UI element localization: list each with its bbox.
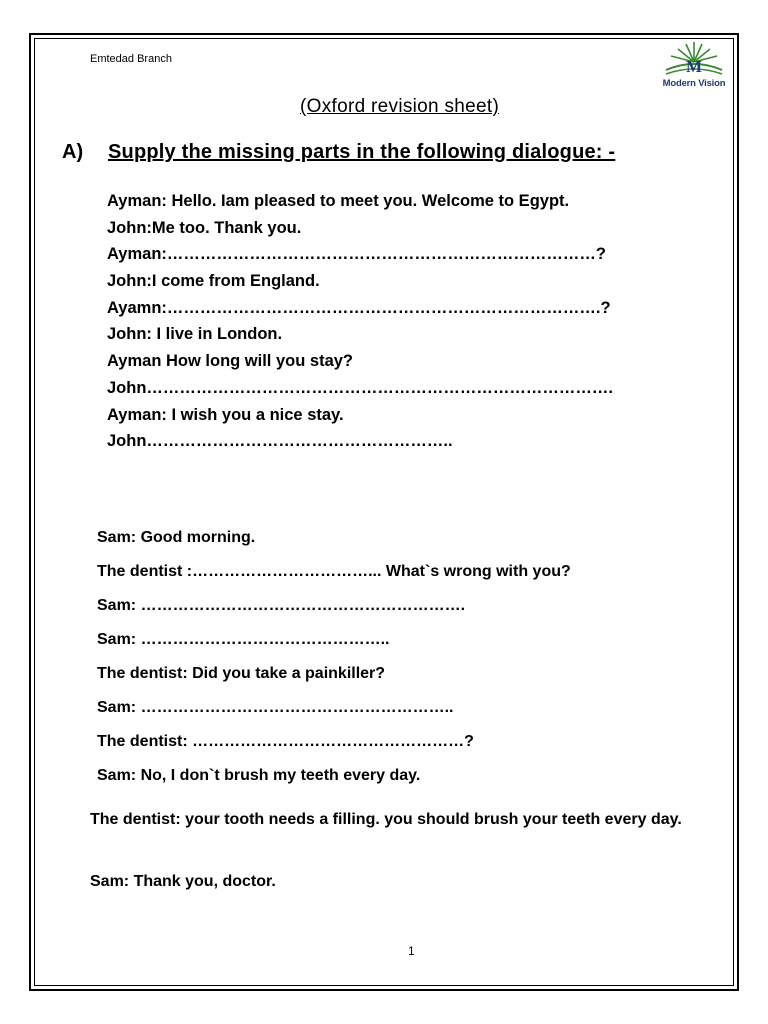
dialogue-line: The dentist :……………………………... What`s wrong with you? — [97, 563, 571, 580]
dialogue-line: The dentist: ……………………………………………? — [97, 733, 474, 750]
branch-name: Emtedad Branch — [90, 53, 172, 65]
page-number: 1 — [408, 944, 415, 958]
closing-line: Sam: Thank you, doctor. — [90, 873, 276, 890]
dialogue-line: Ayman How long will you stay? — [107, 352, 354, 371]
dialogue-line: Ayman: Hello. Iam pleased to meet you. Welcome to Egypt. — [107, 192, 570, 210]
dialogue-line: The dentist: Did you take a painkiller? — [97, 665, 386, 682]
svg-text:M: M — [685, 57, 703, 76]
dialogue-line: Sam: Good morning. — [97, 529, 256, 546]
dialogue-line: Sam: ……………………………………….. — [97, 631, 390, 648]
dialogue-one — [107, 188, 613, 455]
dialogue-line: Ayman: I wish you a nice stay. — [107, 405, 344, 424]
dialogue-line: Sam: ………………………………………………….. — [97, 699, 454, 716]
section-letter: A) — [62, 141, 84, 163]
dialogue-two — [97, 521, 571, 793]
dialogue-line: Sam: No, I don`t brush my teeth every day. — [97, 767, 421, 784]
section-title: Supply the missing parts in the following dialogue: - — [108, 141, 616, 163]
dialogue-line: Ayamn:…………………………………………………………………….? — [107, 298, 611, 317]
dialogue-line: John…………………………………………………………………………. — [107, 378, 613, 397]
dentist-filling-line: The dentist: your tooth needs a filling. you should brush your teeth every day. — [90, 811, 682, 828]
logo-text: Modern Vision — [662, 78, 726, 89]
dialogue-line: John: I live in London. — [107, 325, 283, 344]
sheet-title: (Oxford revision sheet) — [300, 96, 500, 117]
dialogue-line: John……………………………………………….. — [107, 432, 453, 451]
dialogue-line: John:Me too. Thank you. — [107, 218, 302, 237]
page-border-inner — [34, 38, 734, 986]
dialogue-line: Ayman:……………………………………………………………………? — [107, 245, 606, 264]
dialogue-line: Sam: ……………………………………………………. — [97, 597, 466, 614]
dialogue-line: John:I come from England. — [107, 272, 320, 291]
modern-vision-logo — [658, 40, 730, 92]
